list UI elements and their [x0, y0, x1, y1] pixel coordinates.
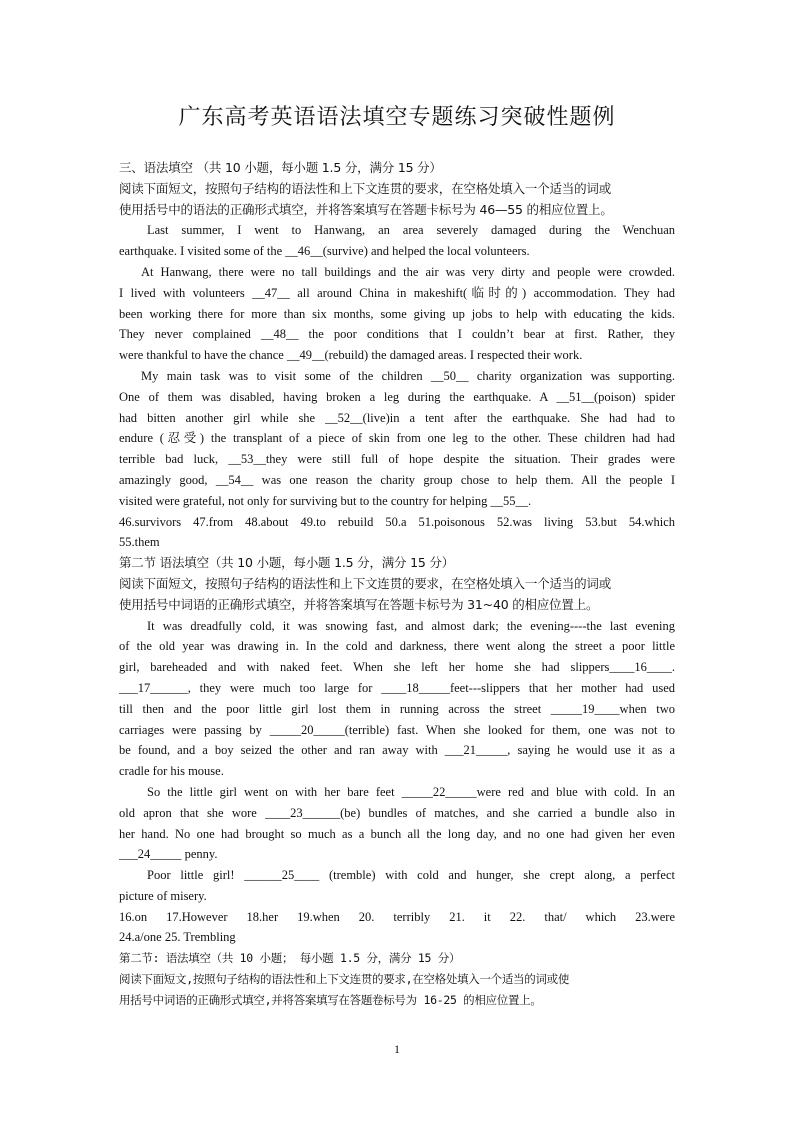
passage-line: be found, and a boy seized the other and ran away with ___21_____, saying he would use it as a [119, 743, 675, 758]
section-heading: 第二节: 语法填空（共 10 小题； 每小题 1.5 分，满分 15 分） [119, 951, 461, 966]
passage-line: Last summer, I went to Hanwang, an area severely damaged during the Wenchuan [147, 223, 675, 238]
passage-line: I lived with volunteers __47__ all around China in makeshift(临时的) accommodation. They had [119, 285, 675, 300]
passage-line: had bitten another girl while she __52__(live)in a tent after the earthquake. She had had to [119, 410, 675, 425]
passage-line: her hand. No one had brought so much as a bunch all the long day, and no one had given her even [119, 826, 675, 841]
instruction-line: 用括号中词语的正确形式填空,并将答案填写在答题卷标号为 16-25 的相应位置上。 [119, 992, 542, 1007]
passage-line: One of them was disabled, having broken a leg during the earthquake. A __51__(poison) spider [119, 389, 675, 404]
passage-line: So the little girl went on with her bare feet _____22_____were red and blue with cold. In an [147, 784, 675, 799]
section-heading: 三、语法填空 （共 10 小题，每小题 1.5 分，满分 15 分） [119, 160, 442, 175]
instruction-line: 阅读下面短文，按照句子结构的语法性和上下文连贯的要求，在空格处填入一个适当的词或 [119, 575, 612, 591]
passage-line: of the old year was drawing in. In the cold and darkness, there went along the street a poor little [119, 639, 675, 654]
passage-line: Poor little girl! ______25____ (tremble) with cold and hunger, she crept along, a perfect [147, 868, 675, 883]
passage-line: girl, bareheaded and with naked feet. When she left her home she had slippers____16____. [119, 660, 675, 675]
answer-key-line: 24.a/one 25. Trembling [119, 930, 236, 945]
passage-line: till then and the poor little girl lost them in running across the street _____19____when two [119, 701, 675, 716]
document-body [119, 158, 675, 1011]
passage-line: amazingly good, __54__ was one reason the charity group chose to help them. All the people I [119, 472, 675, 487]
instruction-line: 使用括号中的语法的正确形式填空，并将答案填写在答题卡标号为 46—55 的相应位置上。 [119, 201, 613, 217]
passage-line: picture of misery. [119, 888, 207, 903]
passage-line: They never complained __48__ the poor conditions that I couldn’t bear at first. Rather, they [119, 327, 675, 342]
answer-key-line: 46.survivors 47.from 48.about 49.to rebuild 50.a 51.poisonous 52.was living 53.but 54.which [119, 514, 675, 529]
section-heading: 第二节 语法填空（共 10 小题，每小题 1.5 分，满分 15 分） [119, 555, 455, 571]
passage-line: It was dreadfully cold, it was snowing fast, and almost dark; the evening----the last evening [147, 618, 675, 633]
answer-key-line: 16.on 17.However 18.her 19.when 20. terribly 21. it 22. that/ which 23.were [119, 909, 675, 924]
passage-line: been working there for more than six months, some giving up jobs to help with educating the kids. [119, 306, 675, 321]
passage-line: visited were grateful, not only for surviving but to the country for helping __55__. [119, 493, 532, 508]
passage-line: earthquake. I visited some of the __46__(survive) and helped the local volunteers. [119, 244, 530, 259]
passage-line: carriages were passing by _____20_____(terrible) fast. When she looked for them, one was not to [119, 722, 675, 737]
passage-line: old apron that she wore ____23______(be) bundles of matches, and she carried a bundle also in [119, 805, 675, 820]
instruction-line: 阅读下面短文，按照句子结构的语法性和上下文连贯的要求，在空格处填入一个适当的词或 [119, 180, 612, 196]
passage-line: ___17______, they were much too large for ____18_____feet---slippers that her mother had used [119, 680, 675, 695]
answer-key-line: 55.them [119, 535, 160, 550]
passage-line: terrible bad luck, __53__they were still full of hope despite the situation. Their grades were [119, 452, 675, 467]
instruction-line: 使用括号中词语的正确形式填空，并将答案填写在答题卡标号为 31~40 的相应位置上。 [119, 596, 599, 612]
passage-line: endure (忍受) the transplant of a piece of skin from one leg to the other. These children had had [119, 431, 675, 446]
passage-line: cradle for his mouse. [119, 764, 224, 779]
passage-line: were thankful to have the chance __49__(rebuild) the damaged areas. I respected their work. [119, 348, 583, 363]
passage-line: ___24_____ penny. [119, 847, 218, 862]
instruction-line: 阅读下面短文,按照句子结构的语法性和上下文连贯的要求,在空格处填入一个适当的词或使 [119, 972, 570, 987]
page-number: 1 [394, 1042, 400, 1056]
document-title: 广东高考英语语法填空专题练习突破性题例 [178, 105, 616, 130]
passage-line: My main task was to visit some of the children __50__ charity organization was supporting. [141, 368, 675, 383]
passage-line: At Hanwang, there were no tall buildings and the air was very dirty and people were crowded. [141, 264, 675, 279]
